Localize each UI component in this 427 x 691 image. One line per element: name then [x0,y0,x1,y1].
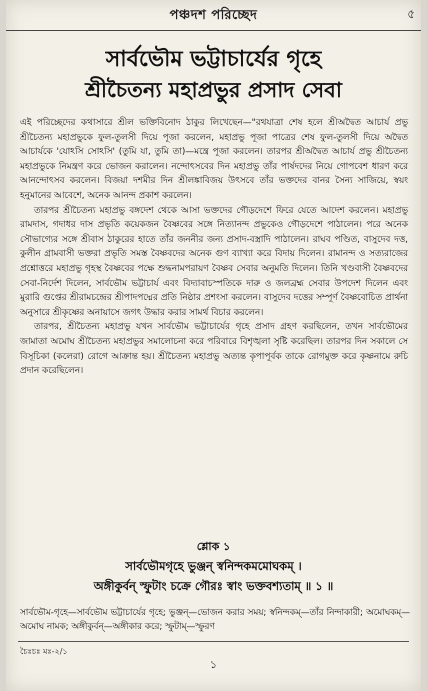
paragraph-3: তারপর, শ্রীচৈতন্য মহাপ্রভু যখন সার্বভৌম ভট্টাচার্যের গৃহে প্রসাদ গ্রহণ করছিলেন, তখন সার্বভৌমের জামাতা অমোঘ শ্রীচৈতন্য মহাপ্রভুর সমালোচনা করে পরিবারে বিশৃঙ্খলা সৃষ্টি করেছিল। তারপর দিন সকালে সে বিসূচিকা (কলেরা) রোগে আক্রান্ত হয়। শ্রীচৈতন্য মহাপ্রভু অত্যন্ত কৃপাপূর্বক তাকে রোগমুক্ত করে কৃষ্ণনামে রুচি প্রদান করেছিলেন। [20,322,408,377]
sloka-label: শ্লোক ১ [196,540,231,553]
chapter-heading: পঞ্চদশ পরিচ্ছেদ [169,8,258,23]
footer-signature: চৈঃচঃ মঃ-২/১ [20,647,68,656]
paragraph-2: তারপর শ্রীচৈতন্য মহাপ্রভু বঙ্গদেশ থেকে আসা ভক্তদের গৌড়দেশে ফিরে যেতে আদেশ করলেন। মহাপ্রভু রামদাস, গদাধর দাস প্রভৃতি কয়েকজন বৈষ্ণবের সঙ্গে নিত্যানন্দ প্রভুকেও গৌড়দেশে পাঠালেন। পরে অনেক সৌভাগ্যের সঙ্গে শ্রীবাস ঠাকুরের হাতে তাঁর জননীর জন্য প্রসাদ-বস্ত্রাদি পাঠালেন। রাঘব পণ্ডিত, বাসুদেব দত্ত, কুলীন গ্রামবাসী ভক্তরা প্রভৃতি সমস্ত বৈষ্ণবদের অনেক গুণ ব্যাখ্যা করে বিদায় দিলেন। রামানন্দ ও সত্যরাজের প্রশ্নোত্তরে মহাপ্রভু গৃহস্থ বৈষ্ণবের পক্ষে শুদ্ধনামপরায়ণ বৈষ্ণব সেবার অনুমতি দিলেন। তিনি খণ্ডবাসী বৈষ্ণবদের সেবা-নির্দেশ দিলেন, সার্বভৌম ভট্টাচার্য এবং বিদ্যাবাচস্পতিকে দারু ও জলব্রহ্ম সেবার উপদেশ দিলেন এবং মুরারি গুপ্তের শ্রীরামচন্দ্রের শ্রীপাদপদ্মের প্রতি নিষ্ঠার প্রশংসা করলেন। বাসুদেব দত্তের সম্পূর্ণ বৈষ্ণবোচিত প্রার্থনা অনুসারে শ্রীকৃষ্ণের অনায়াসে জগৎ উদ্ধার করার সামর্থ বিচার করলেন। [20,205,408,318]
book-page [6,0,421,691]
page-number: ১ [209,658,218,671]
chapter-title-line-2: শ্রীচৈতন্য মহাপ্রভুর প্রসাদ সেবা [85,78,342,102]
sloka-line-2: অঙ্গীকুর্বন্ স্ফুটাং চক্রে গৌরঃ স্বাং ভক্তবশ্যতাম্ ॥ ১ ॥ [93,579,334,593]
sloka-line-1: সার্বভৌমগৃহে ভুঞ্জন্ স্বনিন্দকমমোঘকম্ । [125,559,302,573]
header-page-ref: ৫ [407,7,415,21]
running-header [6,0,421,31]
paragraph-1: এই পরিচ্ছেদের কথাসারে শ্রীল ভক্তিবিনোদ ঠাকুর লিখেছেন—"রথযাত্রা শেষ হলে শ্রীঅদ্বৈত আচার্য প্রভু শ্রীচৈতন্য মহাপ্রভুকে ফুল-তুলসী দিয়ে পূজা করলেন, মহাপ্রভু পূজা পাত্রের শেষ ফুল-তুলসী দিয়ে অদ্বৈত আচার্যকে 'যোঽসি সোঽসি' (তুমি যা, তুমি তা)—মন্ত্রে পূজা করলেন। তারপর শ্রীঅদ্বৈত আচার্য প্রভু শ্রীচৈতন্য মহাপ্রভুকে নিমন্ত্রণ করে ভোজন করালেন। নন্দোৎসবের দিন মহাপ্রভু তাঁর পার্ষদদের নিয়ে গোপবেশ ধারণ করে আনন্দোৎসব করলেন। বিজয়া দশমীর দিন শ্রীলঙ্কাবিজয় উৎসবে তাঁর ভক্তদের বানর সৈন্য সাজিয়ে, স্বয়ং হনুমানের আবেশে, অনেক আনন্দ প্রকাশ করলেন। [20,118,408,201]
chapter-title-line-1: সার্বভৌম ভট্টাচার্যের গৃহে [105,47,322,72]
footer-divider [18,641,409,642]
summary-text [20,116,408,379]
word-meanings: সার্বভৌম-গৃহে—সার্বভৌম ভট্টাচার্যের গৃহে; ভুঞ্জন্—ভোজন করার সময়; স্বনিন্দকম্—তাঁর নিন্দাকারী; অমোঘকম্—অমোঘ নামক; অঙ্গীকুর্বন্—অঙ্গীকার করে; স্ফুটাম্—স্ফুরণ [20,608,410,632]
